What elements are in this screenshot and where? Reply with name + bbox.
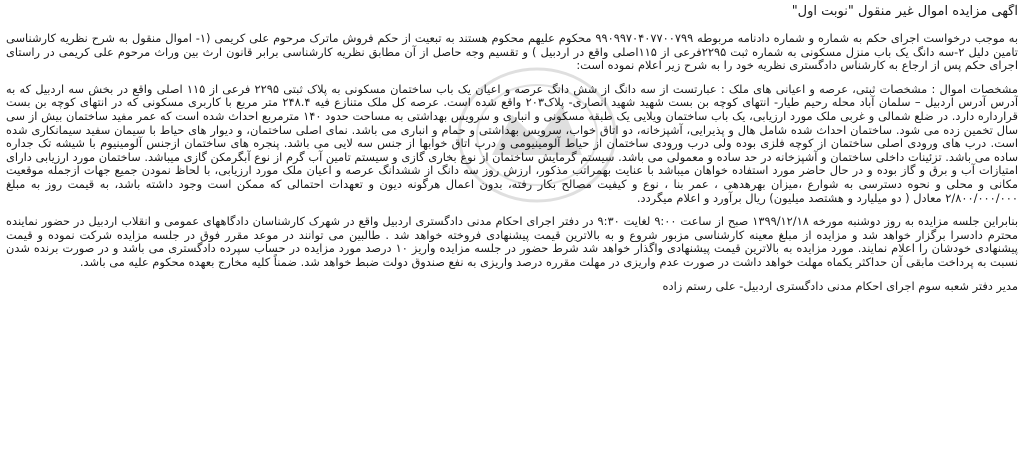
notice-signature: مدیر دفتر شعبه سوم اجرای احکام مدنی دادگستری اردبیل- علی رستم زاده — [662, 278, 1018, 293]
notice-paragraph-request: به موجب درخواست اجرای حکم به شماره و شماره دادنامه مربوطه ۹۹۰۹۹۷۰۴۰۷۷۰۰۷۹۹ محکوم علیهم محکوم هستند به تبعیت از حکم فروش ماترک مرحوم علی کریمی (۱- اموال منقول به شرح نظریه کارشناسی تامین دلیل ۲-سه دانگ یک باب منزل مسکونی به شماره ثبت ۲۲۹۵فرعی از ۱۱۵اصلی واقع در اردبیل ) و تقسیم وجه حاصل از آن مطابق نظریه کارشناسی برابر قانون ارث بین وراث مرحوم علی کریمی در راستای اجرای حکم پس از ارجاع به کارشناس دادگستری نظریه خود را به شرح زیر اعلام نموده است: — [6, 31, 1018, 73]
auction-notice — [6, 4, 1018, 464]
notice-paragraph-auction-session: بنابراین جلسه مزایده به روز دوشنبه مورخه ۱۳۹۹/۱۲/۱۸ صبح از ساعت ۹:۰۰ لغایت ۹:۳۰ در دفتر اجرای احکام مدنی دادگستری اردبیل واقع در شهرک کارشناسان دادگاههای عمومی و انقلاب اردبیل در حضور نماینده محترم دادسرا برگزار خواهد شد و مزایده از مبلغ معینه کارشناسی مزبور شروع و به بالاترین قیمت پیشنهادی فروخته خواهد شد . طالبین می توانند در موعد مقرر فوق در جلسه مزایده شرکت نموده و قیمت پیشنهادی خودشان را اعلام نمایند. مورد مزایده به بالاترین قیمت پیشنهادی واگذار خواهد شد شرط حضور در جلسه مزایده واریز ۱۰ درصد مورد مزایده در حساب سپرده دادگستری می باشد و در صورت برنده شدن نسبت به پرداخت مابقی آن حداکثر یکماه مهلت خواهد داشت در صورت عدم واریزی در مهلت مقرره درصد واریزی به نفع صندوق دولت ضبط خواهد شد. ضمناً کلیه مخارج بعهده محکوم علیه می باشد. — [6, 214, 1018, 269]
notice-title: آگهی مزایده اموال غیر منقول "نوبت اول" — [791, 4, 1018, 19]
notice-paragraph-property-details: مشخصات اموال : مشخصات ثبتی، عرصه و اعیانی های ملک : عبارتست از سه دانگ از شش دانگ عرصه و اعیان یک باب ساختمان مسکونی به پلاک ثبتی ۲۲۹۵ فرعی از ۱۱۵ اصلی واقع در بخش سه اردبیل که به آدرس آدرس اردبیل – سلمان آباد محله رحیم طیار- انتهای کوچه بن بست شهید شهید انصاری- پلاک۲۰۳ واقع شده است. عرصه کل ملک متنازع فیه ۲۴۸.۴ متر مربع با کاربری مسکونی که در انتهای کوچه بن بست قرارداره دارد. در ضلع شمالی و غربی ملک مورد ارزیابی، یک باب ساختمان ویلایی یک طبقه مسکونی و انباری و سرویس بهداشتی به مساحت حدود ۱۴۰ مترمربع احداث شده است که عمر مفید ساختمان بیش از سی سال تخمین زده می شود. ساختمان احداث شده شامل هال و پذیرایی، آشپزخانه، دو اتاق خواب، سرویس بهداشتی و حمام و انباری می باشد. نمای اصلی ساختمان، و دیوار های حیاط با سیمان سفید سیمانکاری شده است. درب های ورودی اصلی ساختمان از کوچه فلزی بوده ولی درب ورودی ساختمان از حیاط آلومینیومی و درب اتاق خوابها از جنس سه لایی می باشد. پنجره های ساختمان ازجنس آلومینیوم با شیشه تک جداره ساده می باشد. تزئینات داخلی ساختمان و آشپزخانه در حد ساده و معمولی می باشد. سیستم گرمایش ساختمان از نوع بخاری گازی و سیستم تامین آب گرم از نوع آبگرمکن گازی میباشد. ساختمان مورد ارزیابی دارای امتیازات آب و برق و گاز بوده و در حال حاضر مورد استفاده خواهان میباشد با عنایت بهمراتب مذکور، ارزش روز سه دانگ از ششدانگ عرصه و اعیان ملک مورد ارزیابی، با لحاظ نمودن جمیع جهات ازجمله موقعیت مکانی و محلی و نحوه دسترسی به شوارع ،میزان بهرهدهی ، عمر بنا ، نوع و کیفیت مصالح بکار رفته، بدون اعمال هرگونه دیون و تعهدات احتمالی که ممکن است وجود داشته باشد، به قیمت روز به مبلغ ۲/۸۰۰/۰۰۰/۰۰۰ معادل ( دو میلیارد و هشتصد میلیون) ریال برآورد و اعلام میگردد. — [6, 81, 1018, 205]
